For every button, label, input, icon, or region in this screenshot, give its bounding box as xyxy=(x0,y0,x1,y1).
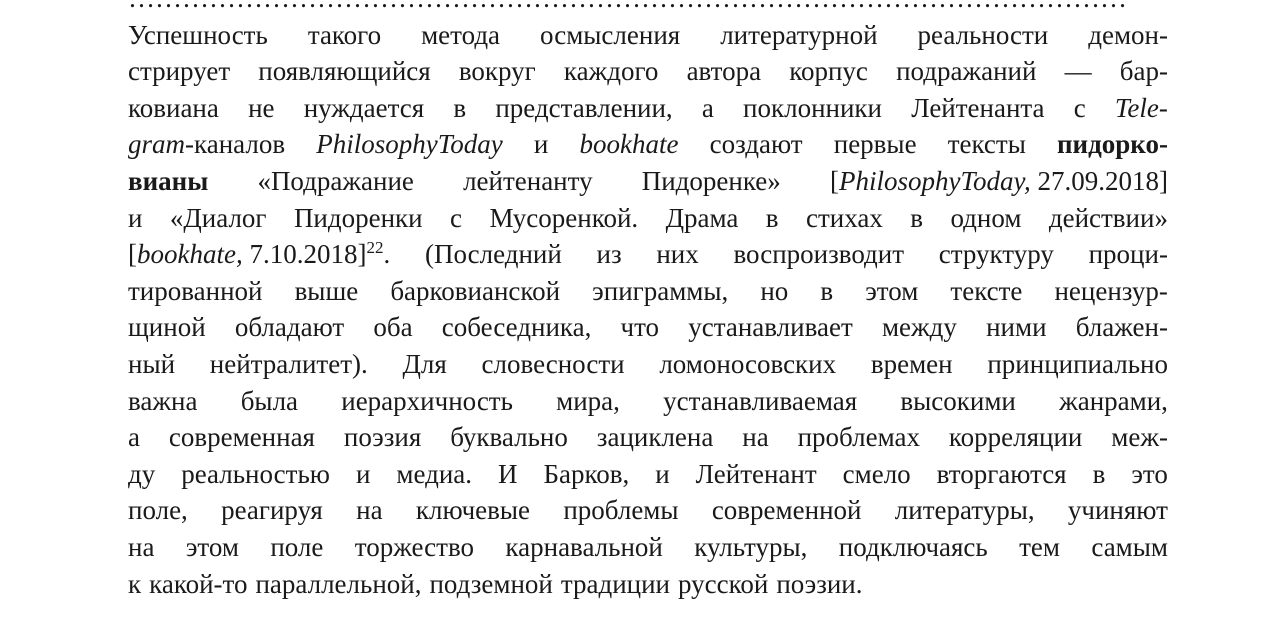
word-italic: PhilosophyToday xyxy=(316,129,503,160)
word: нецензур- xyxy=(1054,275,1168,306)
word: учиняют xyxy=(1067,495,1168,526)
word: поэзия xyxy=(343,422,422,453)
word: на xyxy=(356,495,383,526)
word: реальностью xyxy=(181,458,330,489)
word: нейтралитет). xyxy=(209,348,368,379)
word: с xyxy=(1073,92,1086,123)
text-line-8 xyxy=(128,273,1168,310)
word-mixed: gram-каналов xyxy=(128,129,286,160)
text-line-11 xyxy=(128,383,1168,420)
word: традиции xyxy=(560,568,671,599)
word: «Диалог xyxy=(169,202,267,233)
word: медиа. xyxy=(396,458,473,489)
footnote-ref[interactable]: 22 xyxy=(366,238,384,258)
word: поклонники xyxy=(743,92,882,123)
word: щиной xyxy=(128,312,206,343)
telegram-fragment: gram xyxy=(128,129,186,160)
text-line-1 xyxy=(128,17,1168,54)
word: проблемы xyxy=(563,495,679,526)
word: Успешность xyxy=(128,19,268,50)
word: ключевые xyxy=(415,495,531,526)
word: Барков, xyxy=(543,458,630,489)
word: проблемах xyxy=(797,422,920,453)
word: блажен- xyxy=(1075,312,1168,343)
word: стихах xyxy=(805,202,883,233)
word: литературы, xyxy=(894,495,1035,526)
word: ломоносовских xyxy=(659,348,837,379)
word: не xyxy=(248,92,275,123)
text-line-cut xyxy=(128,0,1168,17)
word: мира, xyxy=(556,385,620,416)
word: первые xyxy=(833,129,917,160)
word: в xyxy=(453,92,467,123)
text-line-15 xyxy=(128,529,1168,566)
word: вокруг xyxy=(458,56,536,87)
word: что xyxy=(620,312,660,343)
word: в xyxy=(820,275,834,306)
word: культуры, xyxy=(694,531,808,562)
word: буквально xyxy=(450,422,568,453)
word: ними xyxy=(986,312,1047,343)
word: современной xyxy=(711,495,862,526)
word: Мусоренкой. xyxy=(489,202,639,233)
word: ду xyxy=(128,458,156,489)
word: метода xyxy=(421,19,501,50)
word: корреляции xyxy=(948,422,1083,453)
word: проци- xyxy=(1088,239,1168,270)
word: времен xyxy=(870,348,953,379)
word: поэзии. xyxy=(776,568,863,599)
word: собеседника, xyxy=(441,312,592,343)
body-paragraph xyxy=(128,0,1168,602)
word: этом xyxy=(185,531,239,562)
word: тированной xyxy=(128,275,263,306)
word: и xyxy=(533,129,549,160)
word: тексты xyxy=(947,129,1026,160)
word: но xyxy=(760,275,789,306)
word: создают xyxy=(709,129,803,160)
word: реагируя xyxy=(221,495,323,526)
word: смело xyxy=(842,458,911,489)
word: Пидоренки xyxy=(293,202,423,233)
word: обладают xyxy=(234,312,345,343)
word: стрирует xyxy=(128,56,231,87)
word: И xyxy=(498,458,518,489)
word: демон- xyxy=(1088,19,1168,50)
word: в xyxy=(765,202,779,233)
word: появляющийся xyxy=(258,56,431,87)
word: самым xyxy=(1091,531,1168,562)
text-line-12 xyxy=(128,419,1168,456)
text-line-10 xyxy=(128,346,1168,383)
footnote-tail: . xyxy=(383,239,391,270)
word: представлении, xyxy=(495,92,673,123)
word: была xyxy=(240,385,299,416)
text-line-14 xyxy=(128,492,1168,529)
word: и xyxy=(355,458,371,489)
word: в xyxy=(1092,458,1106,489)
word: выше xyxy=(294,275,359,306)
word: каждого xyxy=(563,56,659,87)
word: а xyxy=(128,422,140,453)
word: из xyxy=(596,239,622,270)
word: торжество xyxy=(354,531,475,562)
word: и xyxy=(128,202,143,233)
word: Пидоренке» xyxy=(641,165,781,196)
word: и xyxy=(655,458,670,489)
word: Драма xyxy=(665,202,739,233)
word: бар- xyxy=(1119,56,1168,87)
word: литературной xyxy=(720,19,878,50)
citation: [bookhate, 7.10.2018]$^{22}$. xyxy=(128,238,391,270)
word: одном xyxy=(950,202,1022,233)
word: тем xyxy=(1019,531,1060,562)
word: между xyxy=(881,312,957,343)
text-line-2 xyxy=(128,53,1168,90)
text-line-3 xyxy=(128,90,1168,127)
word: карнавальной xyxy=(505,531,663,562)
word: реальности xyxy=(917,19,1049,50)
word: словесности xyxy=(481,348,625,379)
word: а xyxy=(701,92,714,123)
word: иерархичность xyxy=(341,385,513,416)
text-line-7 xyxy=(128,236,1168,273)
word: воспроизводит xyxy=(733,239,905,270)
word: поле, xyxy=(128,495,188,526)
word: автора xyxy=(686,56,762,87)
word: ковиана xyxy=(128,92,219,123)
word: — xyxy=(1064,56,1092,87)
word: устанавливает xyxy=(688,312,853,343)
word: подземной xyxy=(429,568,553,599)
word: «Подражание xyxy=(257,165,414,196)
word: Лейтенант xyxy=(695,458,817,489)
word: ный xyxy=(128,348,176,379)
text-line-5 xyxy=(128,163,1168,200)
word: устанавливаемая xyxy=(663,385,858,416)
word: параллельной, xyxy=(255,568,422,599)
word: это xyxy=(1131,458,1168,489)
word: (Последний xyxy=(424,239,562,270)
word: меж- xyxy=(1111,422,1168,453)
word: оба xyxy=(373,312,413,343)
word-bold: пидорко- xyxy=(1057,129,1168,160)
word: подражаний xyxy=(896,56,1037,87)
word-italic: Tele- xyxy=(1114,92,1168,123)
word: корпус xyxy=(789,56,868,87)
word-italic: bookhate xyxy=(579,129,679,160)
partial-top-line xyxy=(128,0,1127,17)
word: зациклена xyxy=(596,422,714,453)
text-line-4 xyxy=(128,126,1168,163)
word: подключаясь xyxy=(838,531,988,562)
citation-source: PhilosophyToday, xyxy=(838,165,1031,196)
word: на xyxy=(128,531,155,562)
word: тексте xyxy=(950,275,1023,306)
word: высокими xyxy=(900,385,1016,416)
word: с xyxy=(450,202,463,233)
word: жанрами, xyxy=(1059,385,1168,416)
word: этом xyxy=(865,275,919,306)
text-line-13 xyxy=(128,456,1168,493)
word: эпиграммы, xyxy=(592,275,729,306)
text-line-6 xyxy=(128,200,1168,237)
word: нуждается xyxy=(303,92,425,123)
citation: [PhilosophyToday, 27.09.2018] xyxy=(829,165,1168,196)
word: Лейтенанта xyxy=(911,92,1045,123)
text-line-16 xyxy=(128,566,1168,603)
word: действии» xyxy=(1048,202,1168,233)
word: них xyxy=(656,239,699,270)
word: такого xyxy=(307,19,382,50)
word: поле xyxy=(270,531,324,562)
word: современная xyxy=(168,422,315,453)
text-line-9 xyxy=(128,309,1168,346)
word: структуру xyxy=(938,239,1054,270)
word: лейтенанту xyxy=(463,165,593,196)
word: вторгаются xyxy=(936,458,1067,489)
word: осмысления xyxy=(540,19,681,50)
word: русской xyxy=(678,568,769,599)
word: в xyxy=(910,202,924,233)
word-bold: вианы xyxy=(128,165,209,196)
word: важна xyxy=(128,385,198,416)
word: Для xyxy=(402,348,447,379)
word: какой-то xyxy=(149,568,248,599)
word: на xyxy=(742,422,769,453)
citation-source: bookhate, xyxy=(137,239,243,270)
word: барковианской xyxy=(390,275,561,306)
word: принципиально xyxy=(987,348,1168,379)
word: к xyxy=(128,568,142,599)
